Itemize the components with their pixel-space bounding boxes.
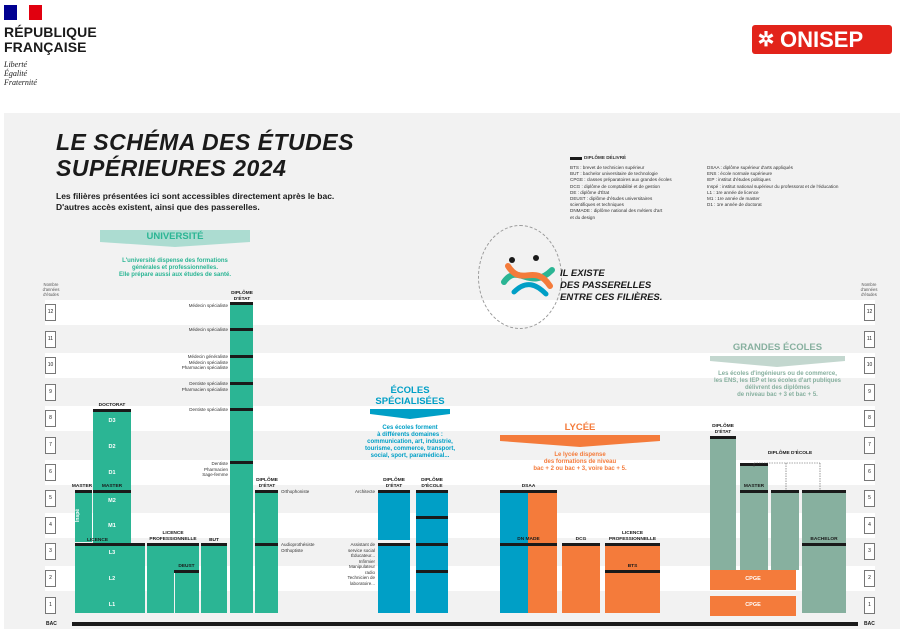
sante-diploma-mark-12 — [230, 302, 253, 305]
desc-line: Le lycée dispense — [554, 452, 606, 458]
grandes-decole-connectors — [752, 457, 822, 490]
republic-line2: FRANÇAISE — [4, 39, 87, 55]
axis-left-label — [38, 282, 64, 297]
label-line: PROFESSIONNELLE — [149, 536, 197, 542]
de-paramedical-bar[interactable] — [255, 490, 278, 613]
master1-diploma-mark — [75, 490, 92, 493]
axis-label-line: Nombre — [43, 282, 59, 287]
intro-line1: Les filières présentées ici sont accessibles directement après le bac. — [56, 191, 335, 201]
year-box: 9 — [864, 384, 875, 401]
year-box: 8 — [864, 410, 875, 427]
lycee-dsaa-bar[interactable] — [528, 490, 557, 613]
label-line: LICENCE — [162, 531, 184, 536]
licence-label: LICENCE — [86, 538, 109, 543]
orthophoniste-label: Orthophoniste — [281, 489, 310, 494]
l3-label: L3 — [108, 550, 116, 556]
dnmade-mark — [500, 543, 557, 546]
medecin-spe-11: Médecin spécialiste — [188, 327, 228, 332]
grandes-bachelor-lower[interactable] — [802, 570, 846, 613]
architecte-bar[interactable] — [378, 490, 410, 540]
year-box: 5 — [45, 490, 56, 507]
doctorat-diploma-mark — [93, 409, 131, 412]
ecoles-social-bar[interactable] — [378, 543, 410, 613]
republic-line1: RÉPUBLIQUE — [4, 24, 97, 40]
axis-right-label — [856, 282, 882, 297]
social-line: radio — [364, 569, 375, 575]
year-box: 4 — [864, 517, 875, 534]
sante-line: Audioprothésiste — [281, 542, 315, 547]
legend-item: M1 : 1re année de master — [707, 196, 760, 202]
label-line: DIPLÔME — [256, 478, 278, 483]
passerelles-text — [560, 268, 662, 304]
dsaa-label: DSAA — [521, 484, 536, 489]
year-box: 2 — [45, 570, 56, 587]
year-box: 1 — [864, 597, 875, 614]
legend-item: et du design — [570, 214, 596, 220]
year-box: 10 — [45, 357, 56, 374]
year-box: 12 — [864, 304, 875, 321]
onisep-logo[interactable] — [752, 25, 892, 54]
sante-line: Pharmacien — [203, 466, 228, 472]
deust-bar[interactable] — [174, 570, 199, 613]
label-line: DIPLÔME — [231, 291, 253, 296]
lycee-licence-pro-label — [600, 531, 665, 542]
passerelles-line: IL EXISTE — [560, 268, 605, 279]
sante-line: Médecin généraliste — [187, 354, 228, 359]
dcg-bar[interactable] — [562, 543, 600, 613]
ecoles-desc — [350, 425, 470, 460]
social-line: laboratoire... — [349, 580, 375, 586]
title-line1: LE SCHÉMA DES ÉTUDES — [56, 129, 354, 155]
legend-item: DNMADE : diplôme national des métiers d'art — [570, 208, 663, 214]
year-box: 10 — [864, 357, 875, 374]
legend-item: Inspé : institut national supérieur du professorat et de l'éducation — [707, 183, 839, 189]
legend-item: BUT : bachelor universitaire de technologie — [570, 171, 658, 177]
bac-label-right: BAC — [864, 621, 875, 627]
master-mark — [740, 490, 768, 493]
year-box: 3 — [864, 543, 875, 560]
legend-item: DCG : diplôme de comptabilité et de gestion — [570, 183, 660, 189]
bac-label-left: BAC — [46, 621, 57, 627]
cpge2-label: CPGE — [745, 602, 761, 608]
m1-label: M1 — [108, 523, 116, 529]
m2-label: M2 — [108, 498, 116, 504]
sante-block-8: Dentiste spécialiste — [189, 407, 228, 412]
motto-3: Fraternité — [4, 78, 37, 87]
motto-1: Liberté — [4, 60, 28, 69]
year-box: 4 — [45, 517, 56, 534]
year-box: 11 — [864, 331, 875, 348]
social-line: Assistant de — [350, 542, 375, 547]
but-bar[interactable] — [201, 543, 227, 613]
grandes-bachelor-bar[interactable] — [802, 490, 846, 570]
sante-diploma-mark-11 — [230, 328, 253, 331]
desc-line: social, sport, paramédical... — [370, 453, 450, 459]
ecoles-banner — [370, 409, 450, 419]
dcg-mark — [562, 543, 600, 546]
l2-label: L2 — [108, 576, 116, 582]
ecoles-decole-mark-5 — [416, 490, 448, 493]
social-line: Infirmier — [358, 558, 375, 564]
motto-2: Égalité — [4, 69, 28, 78]
legend-item: CPGE : classes préparatoires aux grandes écoles — [570, 177, 672, 183]
desc-line: des formations de niveau — [543, 459, 617, 465]
legend-bar-icon — [570, 157, 582, 160]
desc-line: Elle prépare aussi aux études de santé. — [118, 272, 232, 278]
legend-item: L1 : 1re année de licence — [707, 189, 759, 195]
desc-line: communication, art, industrie, — [367, 439, 453, 445]
deust-diploma-mark — [174, 570, 199, 573]
audio-label — [281, 542, 315, 553]
desc-line: Ces écoles forment — [382, 425, 438, 431]
bachelor-mark — [802, 543, 846, 546]
lycee-licence-pro-mark — [605, 543, 660, 546]
bac-baseline — [72, 622, 858, 626]
grandes-de-bar[interactable] — [710, 436, 736, 570]
social-line: Éducateur... — [350, 553, 375, 558]
legend-item: D1 : 1re année de doctorat — [707, 202, 762, 208]
label-line: D'ÉTAT — [258, 483, 276, 489]
passerelles-people-icon — [500, 252, 556, 298]
year-box: 7 — [864, 437, 875, 454]
desc-line: bac + 2 ou bac + 3, voire bac + 5. — [533, 466, 627, 472]
cpge1-label: CPGE — [745, 576, 761, 582]
french-flag-icon — [4, 5, 42, 20]
axis-label-line: d'années — [860, 287, 878, 292]
ecoles-decole-mark-3 — [416, 543, 448, 546]
legend-item: ENS : école normale supérieure — [707, 171, 773, 177]
legend-item: DSAA : diplôme supérieur d'arts appliqués — [707, 165, 793, 170]
sante-line: Orthoptiste — [281, 547, 304, 553]
lycee-desc — [500, 452, 660, 473]
label-line: DIPLÔME — [383, 478, 405, 483]
social-line: service social — [347, 547, 375, 553]
dcg-label: DCG — [575, 537, 587, 542]
inspe-label: Inspé — [75, 508, 81, 522]
year-box: 2 — [864, 570, 875, 587]
grandes-de-mark — [710, 436, 736, 439]
year-box: 12 — [45, 304, 56, 321]
intro-line2: D'autres accès existent, ainsi que des passerelles. — [56, 202, 260, 212]
master2-diploma-mark — [93, 490, 131, 493]
axis-label-line: d'années — [42, 287, 60, 292]
dsaa-mark — [500, 490, 557, 493]
label-line: DIPLÔME — [421, 478, 443, 483]
deust-label: DEUST — [178, 564, 195, 569]
label-line: LICENCE — [621, 531, 644, 536]
dnmade-label: DN MADE — [517, 537, 540, 542]
desc-line: à différents domaines : — [377, 432, 443, 438]
ecoles-diplome-ecole-bar[interactable] — [416, 490, 448, 613]
ecoles-decole-mark-4 — [416, 516, 448, 519]
ecoles-social-label — [330, 542, 375, 586]
sante-line: Médecin spécialiste — [188, 359, 228, 365]
year-box: 7 — [45, 437, 56, 454]
ecoles-social-mark — [378, 543, 410, 546]
title-line2: SUPÉRIEURES 2024 — [56, 155, 287, 181]
desc-line: de niveau bac + 3 et bac + 5. — [737, 392, 818, 398]
de-paramedical-mark-3 — [255, 543, 278, 546]
social-line: Technicien de — [347, 575, 375, 580]
lycee-dnmade-blue-bar[interactable] — [500, 490, 528, 613]
year-box: 6 — [45, 464, 56, 481]
grandes-desc — [695, 371, 860, 399]
ecoles-decole-label — [413, 478, 451, 489]
desc-line: délivrent des diplômes — [744, 385, 811, 391]
year-box: 3 — [45, 543, 56, 560]
axis-label-line: d'études — [43, 292, 59, 297]
master1-label: MASTER — [71, 484, 93, 489]
grandes-col3-bar[interactable] — [771, 490, 799, 570]
sante-block-10 — [150, 354, 228, 371]
legend-item: scientifiques et techniques — [570, 202, 624, 208]
desc-line: les ENS, les IEP et les écoles d'art publiques — [713, 378, 842, 384]
label-line: D'ÉTAT — [385, 483, 403, 489]
sante-block-9 — [150, 381, 228, 392]
title-line: ÉCOLES — [390, 385, 430, 396]
d3-label: D3 — [108, 418, 116, 424]
sante-line: Sage-femme — [202, 472, 228, 477]
bts-label: BTS — [627, 564, 638, 569]
axis-label-line: d'études — [861, 292, 877, 297]
lycee-banner — [500, 435, 660, 447]
sante-line: Pharmacien spécialiste — [181, 365, 228, 370]
lycee-licence-pro-bar[interactable] — [605, 543, 660, 613]
sante-diploma-mark-10 — [230, 355, 253, 358]
passerelles-line: DES PASSERELLES — [560, 280, 652, 291]
master2-label: MASTER — [101, 484, 123, 489]
legend-item: IEP : institut d'études politiques — [707, 177, 771, 183]
grandes-banner — [710, 356, 845, 367]
year-box: 1 — [45, 597, 56, 614]
lycee-title: LYCÉE — [564, 422, 596, 433]
label-line: DIPLÔME — [712, 424, 734, 429]
ecoles-title — [365, 385, 455, 407]
licence-pro-diploma-mark — [147, 543, 199, 546]
desc-line: tourisme, commerce, transport, — [364, 446, 456, 452]
de-paramedical-mark-5 — [255, 490, 278, 493]
d1-label: D1 — [108, 470, 116, 476]
legend-delivered: DIPLÔME DÉLIVRÉ — [584, 155, 627, 160]
desc-line: L'université dispense des formations — [122, 258, 228, 264]
sante-line: Dentiste — [211, 461, 228, 466]
ecoles-decole-mark-2 — [416, 570, 448, 573]
legend-item: DE : diplôme d'État — [570, 189, 610, 195]
grandes-col3-mark — [771, 490, 799, 493]
desc-line: Les écoles d'ingénieurs ou de commerce, — [718, 371, 837, 377]
onisep-star-icon: ✲ — [757, 29, 775, 51]
label-line: D'ÉTAT — [233, 296, 251, 302]
universite-desc — [95, 258, 255, 279]
bts-mark — [605, 570, 660, 573]
year-box: 5 — [864, 490, 875, 507]
architecte-label: Architecte — [354, 489, 375, 494]
medecin-spe-12: Médecin spécialiste — [188, 303, 228, 308]
axis-label-line: Nombre — [861, 282, 877, 287]
title-line: SPÉCIALISÉES — [375, 396, 445, 407]
legend-item: BTS : brevet de technicien supérieur — [570, 165, 645, 170]
ecoles-de-label-top — [375, 478, 413, 489]
grandes-title: GRANDES ÉCOLES — [732, 342, 823, 353]
year-box: 6 — [864, 464, 875, 481]
year-box: 9 — [45, 384, 56, 401]
universite-title: UNIVERSITÉ — [146, 231, 204, 242]
doctorat-label: DOCTORAT — [98, 403, 126, 408]
sante-line: Dentiste spécialiste — [189, 381, 228, 386]
bachelor-label: BACHELOR — [810, 537, 838, 542]
sante-bar[interactable] — [230, 302, 253, 613]
sante-de-label — [227, 291, 257, 302]
grandes-decole-label: DIPLÔME D'ÉCOLE — [767, 451, 813, 456]
l1-label: L1 — [108, 602, 116, 608]
but-label: BUT — [209, 538, 219, 543]
social-line: Manipulateur — [348, 564, 375, 569]
sante-diploma-mark-6 — [230, 461, 253, 464]
sante-line: Pharmacien spécialiste — [181, 386, 228, 392]
passerelles-line: ENTRE CES FILIÈRES. — [560, 292, 663, 303]
licence-pro-label — [140, 531, 206, 542]
architecte-mark — [378, 490, 410, 493]
label-line: D'ÉTAT — [714, 429, 732, 435]
d2-label: D2 — [108, 444, 116, 450]
sante-diploma-mark-9 — [230, 382, 253, 385]
year-box: 8 — [45, 410, 56, 427]
onisep-logo-text: ONISEP — [780, 26, 864, 52]
sante-block-6 — [150, 461, 228, 478]
grandes-col4-mark — [802, 490, 846, 493]
sante-diploma-mark-8 — [230, 408, 253, 411]
legend-item: DEUST : diplôme d'études universitaires — [570, 196, 653, 202]
desc-line: générales et professionnelles. — [131, 265, 219, 271]
label-line: PROFESSIONNELLE — [608, 536, 657, 542]
year-box: 11 — [45, 331, 56, 348]
grandes-master-label: MASTER — [743, 484, 765, 489]
de-paramedical-label — [252, 478, 282, 489]
grandes-de-label — [706, 424, 740, 435]
label-line: D'ÉCOLE — [421, 483, 443, 489]
legend-col2 — [707, 165, 838, 208]
legend-col1 — [570, 165, 672, 221]
